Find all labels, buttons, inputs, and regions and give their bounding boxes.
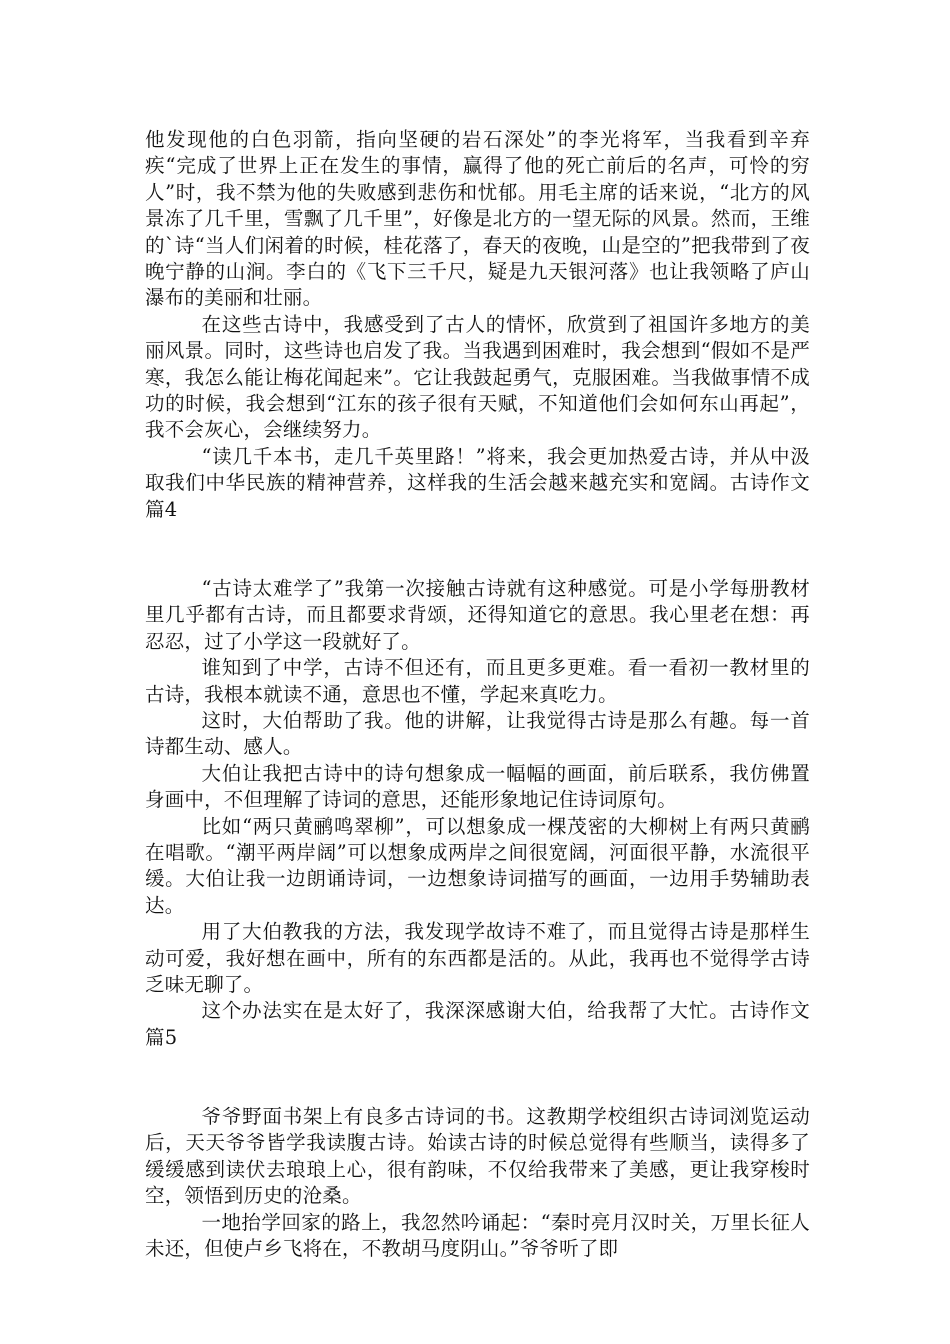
paragraph: 爷爷野面书架上有良多古诗词的书。这教期学校组织古诗词浏览运动后，天天爷爷皆学我读腹古诗。始读古诗的时候总觉得有些顺当，读得多了缓缓感到读伏去琅琅上心，很有韵味，不仅给我带来了美感，更让我穿梭时空，领悟到历史的沧桑。 (145, 1105, 810, 1208)
paragraph: 一地抬学回家的路上，我忽然吟诵起：“秦时亮月汉时关，万里长征人未还，但使卢乡飞将在，不教胡马度阴山。”爷爷听了即 (145, 1210, 810, 1261)
paragraph: 在这些古诗中，我感受到了古人的情怀，欣赏到了祖国许多地方的美丽风景。同时，这些诗也启发了我。当我遇到困难时，我会想到“假如不是严寒，我怎么能让梅花闻起来”。它让我鼓起勇气，克服困难。当我做事情不成功的时候，我会想到“江东的孩子很有天赋，不知道他们会如何东山再起”，我不会灰心，会继续努力。 (145, 312, 810, 442)
paragraph: 谁知到了中学，古诗不但还有，而且更多更难。看一看初一教材里的古诗，我根本就读不通，意思也不懂，学起来真吃力。 (145, 656, 810, 706)
paragraph: 比如“两只黄鹂鸣翠柳”，可以想象成一棵茂密的大柳树上有两只黄鹂在唱歌。“潮平两岸阔”可以想象成两岸之间很宽阔，河面很平静，水流很平缓。大伯让我一边朗诵诗词，一边想象诗词描写的画面，一边用手势辅助表达。 (145, 814, 810, 917)
paragraph: 他发现他的白色羽箭，指向坚硬的岩石深处”的李光将军，当我看到辛弃疾“完成了世界上正在发生的事情，赢得了他的死亡前后的名声，可怜的穷人”时，我不禁为他的失败感到悲伤和忧郁。用毛主席的话来说，“北方的风景冻了几千里，雪飘了几千里”，好像是北方的一望无际的风景。然而，王维的`诗“当人们闲着的时候，桂花落了，春天的夜晚，山是空的”把我带到了夜晚宁静的山涧。李白的《飞下三千尺，疑是九天银河落》也让我领略了庐山瀑布的美丽和壮丽。 (145, 128, 810, 310)
paragraph-gap (145, 1051, 810, 1104)
paragraph: 大伯让我把古诗中的诗句想象成一幅幅的画面，前后联系，我仿佛置身画中，不但理解了诗词的意思，还能形象地记住诗词原句。 (145, 761, 810, 812)
paragraph: “古诗太难学了”我第一次接触古诗就有这种感觉。可是小学每册教材里几乎都有古诗，而且都要求背颂，还得知道它的意思。我心里老在想：再忍忍，过了小学这一段就好了。 (145, 576, 810, 653)
paragraph: 这时，大伯帮助了我。他的讲解，让我觉得古诗是那么有趣。每一首诗都生动、感人。 (145, 708, 810, 759)
document-body (145, 127, 810, 1262)
paragraph: 这个办法实在是太好了，我深深感谢大伯，给我帮了大忙。古诗作文 篇5 (145, 999, 810, 1049)
paragraph: 用了大伯教我的方法，我发现学故诗不难了，而且觉得古诗是那样生动可爱，我好想在画中，所有的东西都是活的。从此，我再也不觉得学古诗乏味无聊了。 (145, 920, 810, 996)
paragraph-gap (145, 523, 810, 576)
paragraph: “读几千本书，走几千英里路！”将来，我会更加热爱古诗，并从中汲取我们中华民族的精神营养，这样我的生活会越来越充实和宽阔。古诗作文 篇4 (145, 444, 810, 521)
